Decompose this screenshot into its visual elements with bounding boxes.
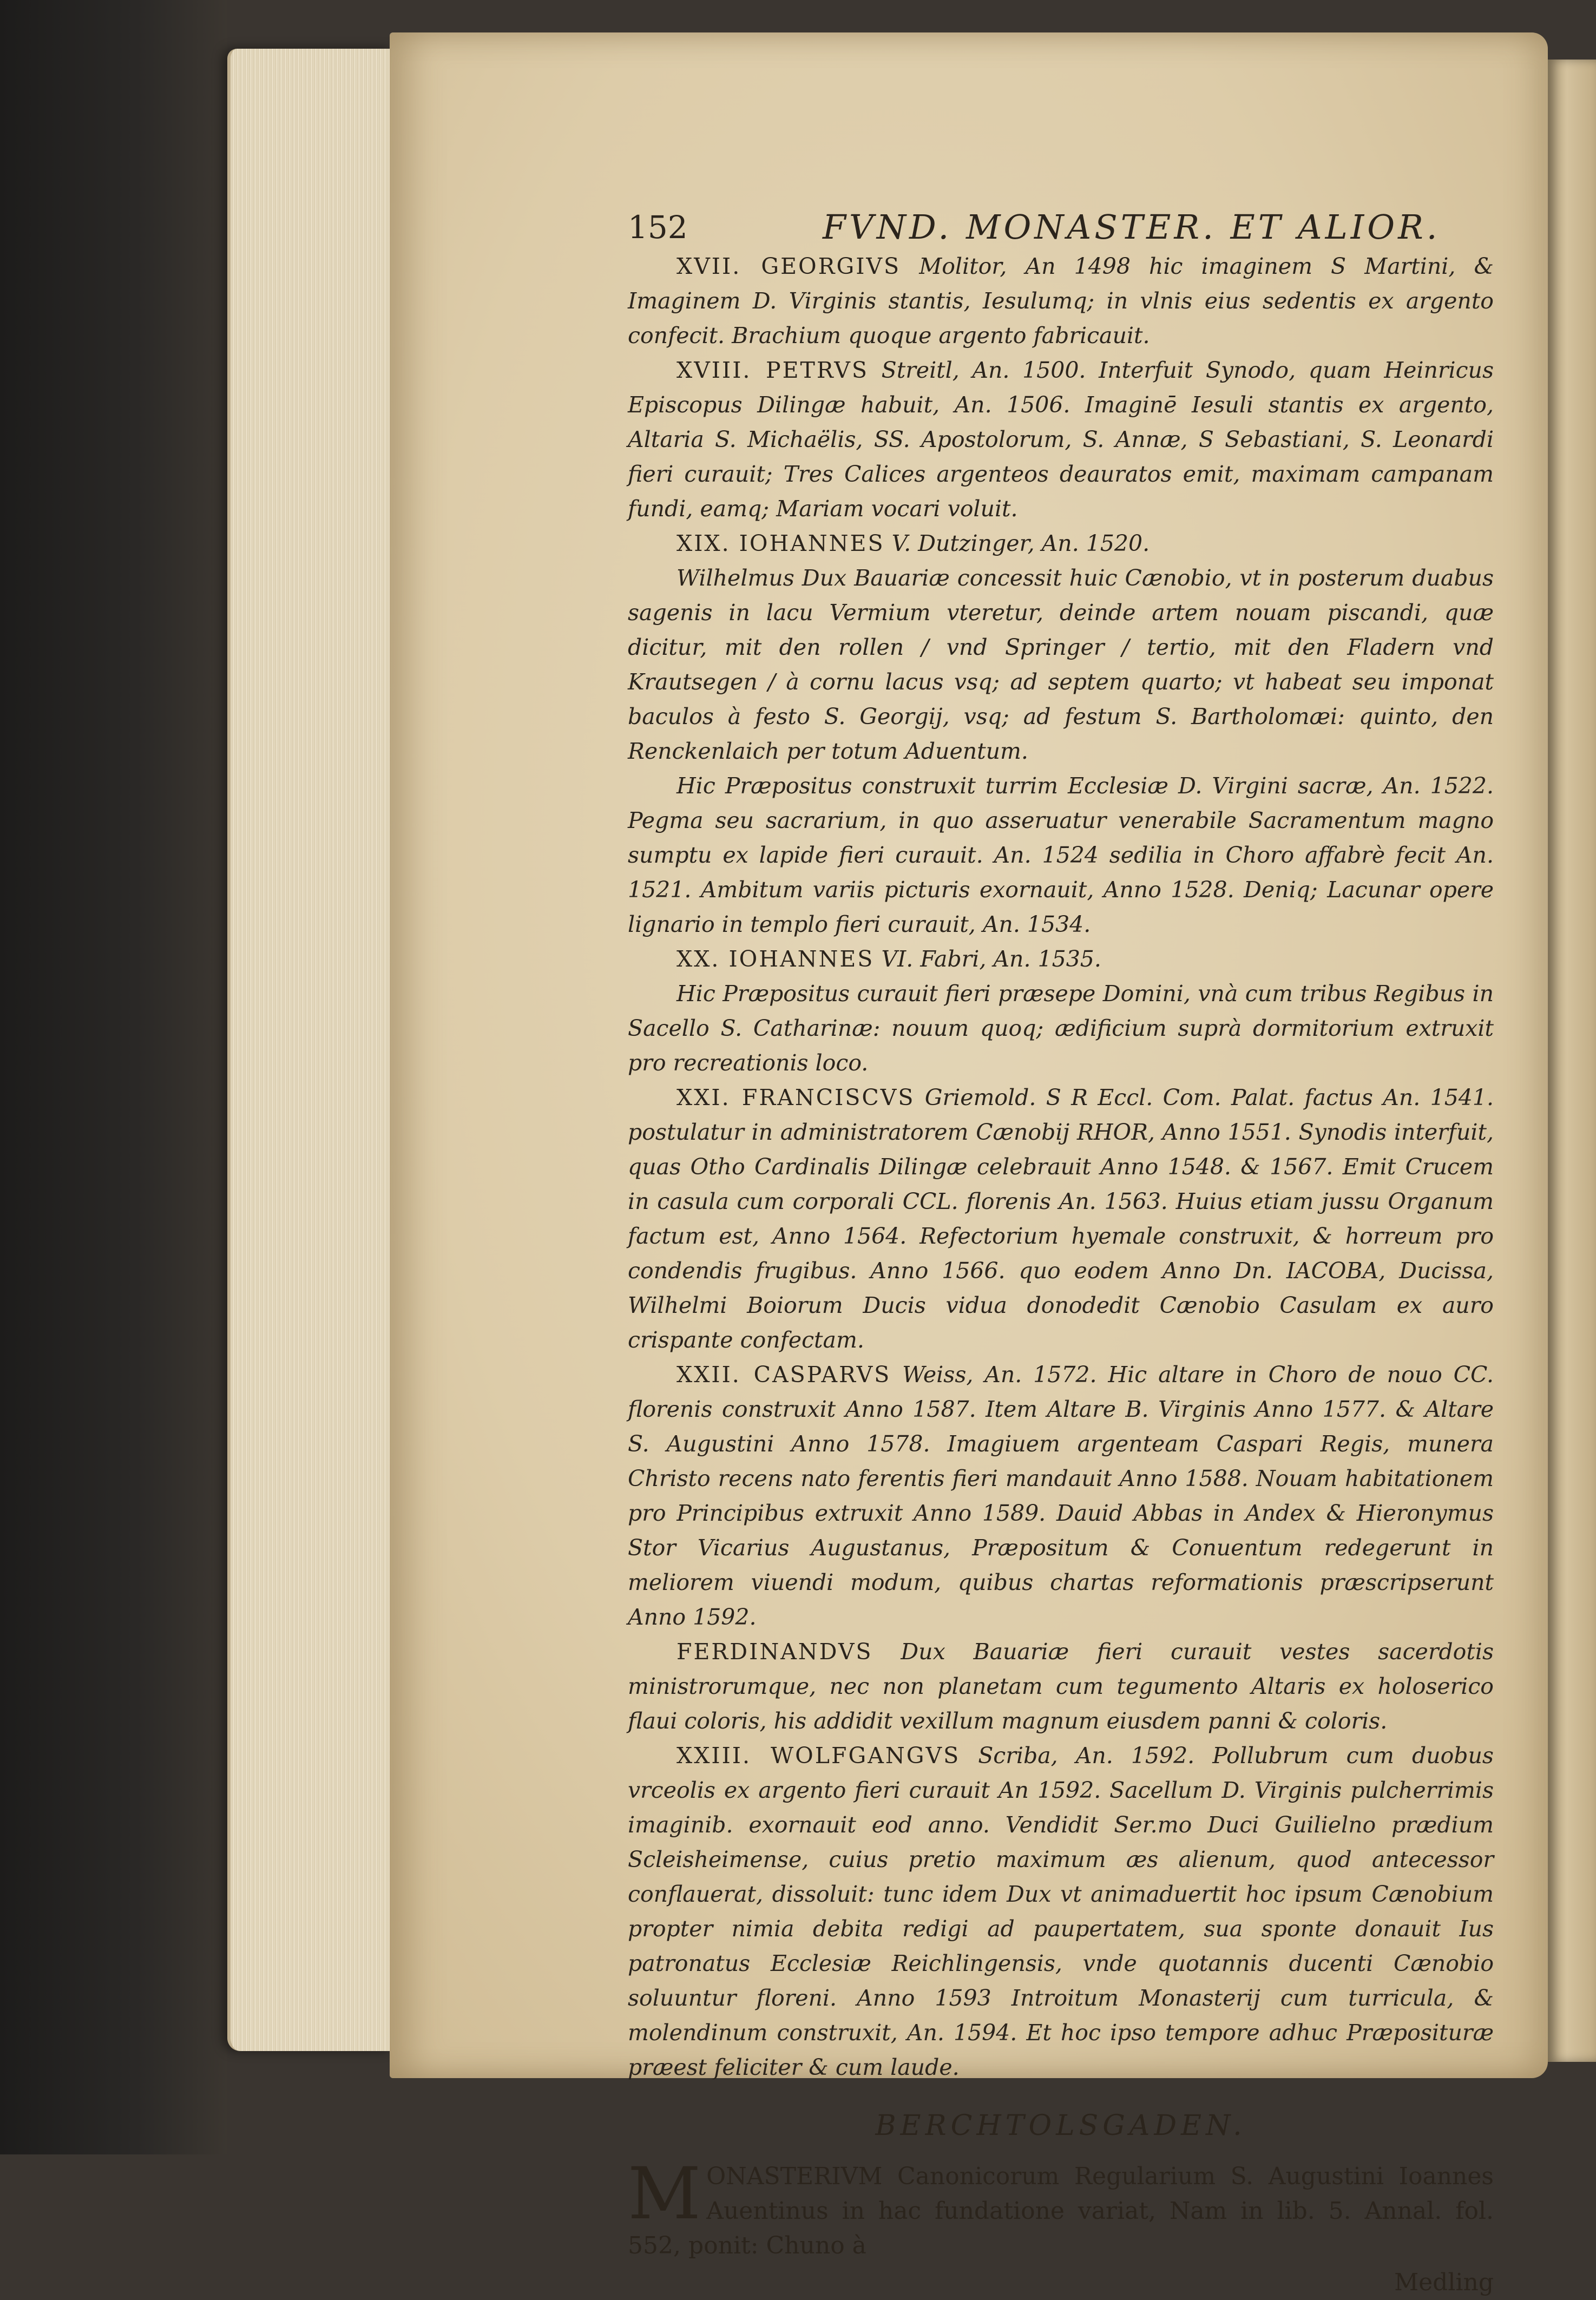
entry-text: Hic Præpositus construxit turrim Ecclesiæ D. Virgini sacræ, An. 1522. Pegma seu sacrarium, in quo asseruatur venerabile Sacramentum magno sumptu ex lapide fieri curauit. An. 1524 sedilia in Choro affabrè fecit An. 1521. Ambitum variis picturis exornauit, Anno 1528. Deniq; Lacunar opere lignario in templo fieri curauit, An. 1534. [628,773,1494,937]
entry-paragraph [628,526,1494,561]
entry-lead: XXIII. WOLFGANGVS [677,1743,961,1769]
entry-lead: XVII. GEORGIVS [677,253,901,279]
entry-lead: FERDINANDVS [677,1639,873,1665]
page-number: 152 [628,209,688,246]
drop-cap: M [628,2152,701,2236]
entry-paragraph [628,1080,1494,1357]
book-page-edge [227,49,393,2051]
entry-lead: XVIII. PETRVS [677,357,869,383]
entry-text: Griemold. S R Eccl. Com. Palat. factus An. 1541. postulatur in administratorem Cænobij RHOR, Anno 1551. Synodis interfuit, quas Otho Cardinalis Dilingæ celebrauit Anno 1548. & 1567. Emit Crucem in casula cum corporali CCL. florenis An. 1563. Huius etiam jussu Organum factum est, Anno 1564. Refectorium hyemale construxit, & horreum pro condendis frugibus. Anno 1566. quo eodem Anno Dn. IACOBA, Ducissa, Wilhelmi Boiorum Ducis vidua donodedit Cænobio Casulam ex auro crispante confectam. [628,1085,1494,1353]
running-head [628,206,1494,249]
entry-paragraph [628,249,1494,353]
entry-lead: XXI. FRANCISCVS [677,1085,915,1110]
entry-paragraph [628,942,1494,976]
entry-paragraph [628,1634,1494,1738]
entry-text: Weiss, An. 1572. Hic altare in Choro de nouo CC. florenis construxit Anno 1587. Item Altare B. Virginis Anno 1577. & Altare S. Augustini Anno 1578. Imagiuem argenteam Caspari Regis, munera Christo recens nato ferentis fieri mandauit Anno 1588. Nouam habitationem pro Principibus extruxit Anno 1589. Dauid Abbas in Andex & Hieronymus Stor Vicarius Augustanus, Præpositum & Conuentum redegerunt in meliorem viuendi modum, quibus chartas reformationis præscripserunt Anno 1592. [628,1362,1494,1630]
entry-paragraph [628,1738,1494,2085]
background-left [0,0,227,2154]
entry-lead: XXII. CASPARVS [677,1362,891,1388]
entry-text: Streitl, An. 1500. Interfuit Synodo, quam Heinricus Episcopus Dilingæ habuit, An. 1506. Imaginē Iesuli stantis ex argento, Altaria S. Michaëlis, SS. Apostolorum, S. Annæ, S Sebastiani, S. Leonardi fieri curauit; Tres Calices argenteos deauratos emit, maximam campanam fundi, eamq; Mariam vocari voluit. [628,357,1494,522]
entries [628,249,1494,2085]
entry-paragraph [628,976,1494,1080]
entry-paragraph [628,1357,1494,1634]
entry-text: Scriba, An. 1592. Pollubrum cum duobus vrceolis ex argento fieri curauit An 1592. Sacellum D. Virginis pulcherrimis imaginib. exornauit eod anno. Vendidit Ser.mo Duci Guilielno prædium Scleisheimense, cuius pretio maximum æs alienum, quod antecessor conflauerat, dissoluit: tunc idem Dux vt animaduertit hoc ipsum Cænobium propter nimia debita redigi ad paupertatem, sua sponte donauit Ius patronatus Ecclesiæ Reichlingensis, vnde quotannis ducenti Cænobio soluuntur floreni. Anno 1593 Introitum Monasterij cum turricula, & molendinum construxit, An. 1594. Et hoc ipso tempore adhuc Præposituræ præest feliciter & cum laude. [628,1743,1494,2080]
entry-text: V. Dutzinger, An. 1520. [891,530,1150,556]
section-text: ONASTERIVM Canonicorum Regularium S. Augustini Ioannes Auentinus in hac fundatione variat, Nam in lib. 5. Annal. fol. 552, ponit: Chuno à [628,2163,1494,2259]
section-heading: BERCHTOLSGADEN. [875,2110,1246,2142]
entry-paragraph [628,768,1494,942]
entry-text: Hic Præpositus curauit fieri præsepe Domini, vnà cum tribus Regibus in Sacello S. Catharinæ: nouum quoq; ædificium suprà dormitorium extruxit pro recreationis loco. [628,981,1494,1076]
entry-text: Dux Bauariæ fieri curauit vestes sacerdotis ministrorumque, nec non planetam cum tegumento Altaris ex holoserico flaui coloris, his addidit vexillum magnum eiusdem panni & coloris. [628,1639,1494,1734]
entry-lead: XIX. IOHANNES [677,530,885,556]
running-title: FVND. MONASTER. ET ALIOR. [823,207,1441,247]
text-block [628,206,1494,2300]
entry-text: Wilhelmus Dux Bauariæ concessit huic Cænobio, vt in posterum duabus sagenis in lacu Vermium vteretur, deinde artem nouam piscandi, quæ dicitur, mit den rollen / vnd Springer / tertio, mit den Fladern vnd Krautsegen / à cornu lacus vsq; ad septem quarto; vt habeat seu imponat baculos à festo S. Georgij, vsq; ad festum S. Bartholomæi: quinto, den Renckenlaich per totum Aduentum. [628,565,1494,764]
entry-text: VI. Fabri, An. 1535. [881,946,1101,972]
entry-lead: XX. IOHANNES [677,946,875,972]
section-paragraph [628,2152,1494,2263]
next-page-edge [1548,60,1596,2062]
entry-text: Molitor, An 1498 hic imaginem S Martini, & Imaginem D. Virginis stantis, Iesulumq; in vlnis eius sedentis ex argento confecit. Brachium quoque argento fabricauit. [628,253,1494,349]
entry-paragraph [628,353,1494,526]
catchword: Medling [1394,2269,1494,2296]
entry-paragraph [628,561,1494,768]
